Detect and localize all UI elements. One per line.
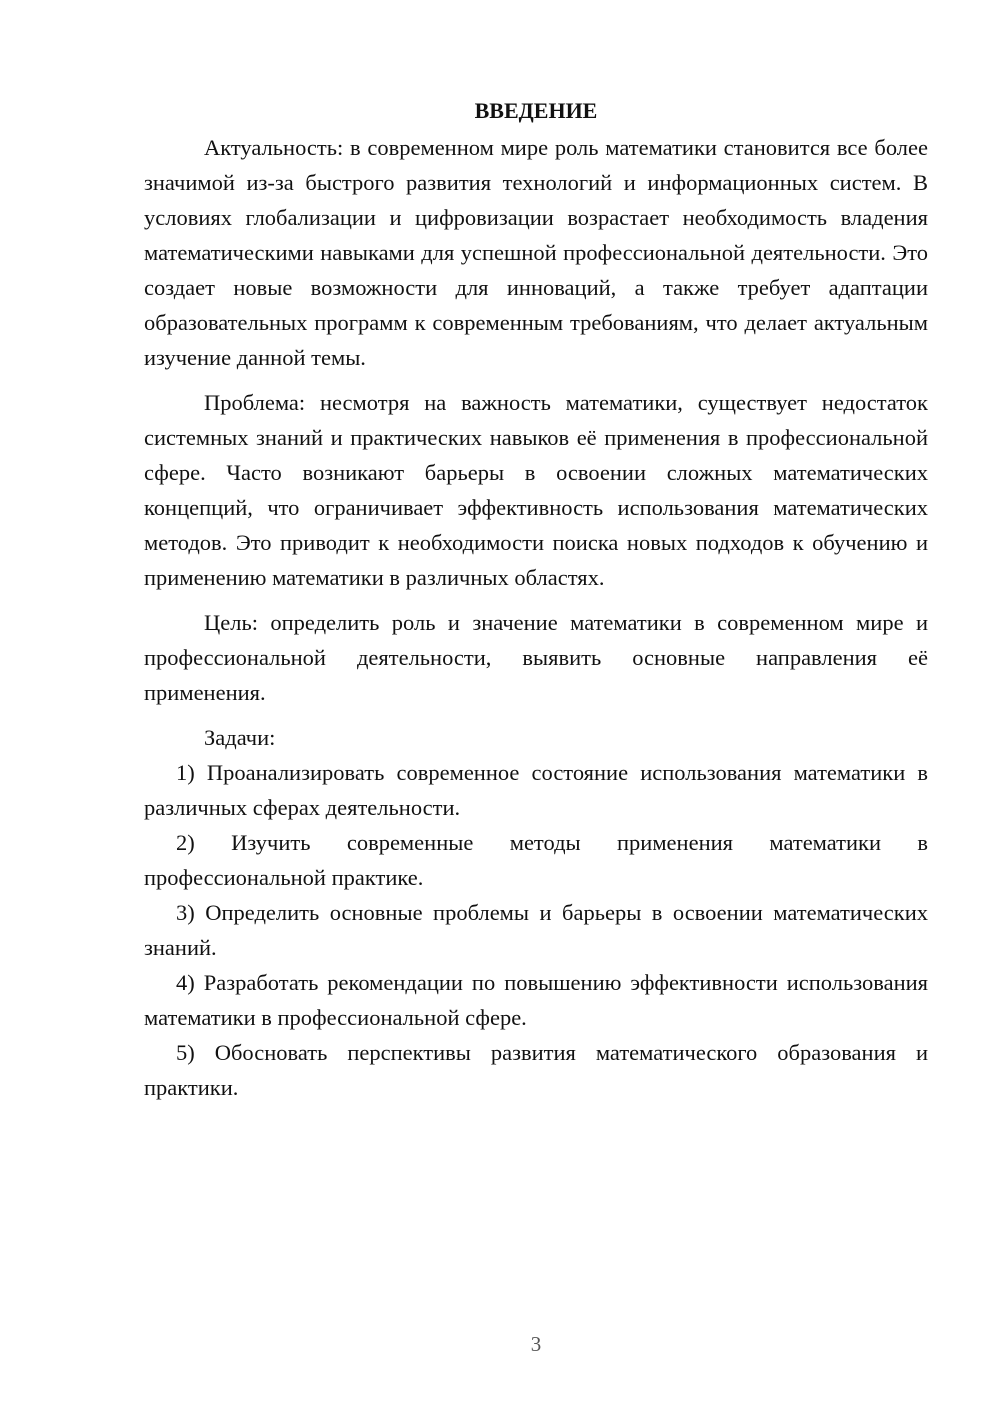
- task-item: 3) Определить основные проблемы и барьеры в освоении математических знаний.: [144, 900, 928, 960]
- paragraph-relevance: Актуальность: в современном мире роль математики становится все более значимой из-за быстрого развития технологий и информационных систем. В условиях глобализации и цифровизации возрастает необходимость владения математическими навыками для успешной профессиональной деятельности. Это создает новые возможности для инноваций, а также требует адаптации образовательных программ к современным требованиям, что делает актуальным изучение данной темы.: [144, 135, 928, 370]
- section-title: ВВЕДЕНИЕ: [474, 98, 598, 123]
- task-item: 2) Изучить современные методы применения математики в профессиональной практике.: [144, 830, 928, 890]
- tasks-heading: Задачи:: [204, 725, 276, 750]
- paragraph-goal: Цель: определить роль и значение математики в современном мире и профессиональной деятельности, выявить основные направления её применения.: [144, 610, 928, 705]
- page-number: 3: [530, 1332, 542, 1356]
- document-body: [144, 92, 928, 1105]
- task-item: 4) Разработать рекомендации по повышению эффективности использования математики в профессиональной сфере.: [144, 970, 928, 1030]
- task-item: 1) Проанализировать современное состояние использования математики в различных сферах деятельности.: [144, 760, 928, 820]
- paragraph-problem: Проблема: несмотря на важность математики, существует недостаток системных знаний и практических навыков её применения в профессиональной сфере. Часто возникают барьеры в освоении сложных математических концепций, что ограничивает эффективность использования математических методов. Это приводит к необходимости поиска новых подходов к обучению и применению математики в различных областях.: [144, 390, 928, 590]
- task-item: 5) Обосновать перспективы развития математического образования и практики.: [144, 1040, 928, 1100]
- tasks-list: [144, 755, 928, 1105]
